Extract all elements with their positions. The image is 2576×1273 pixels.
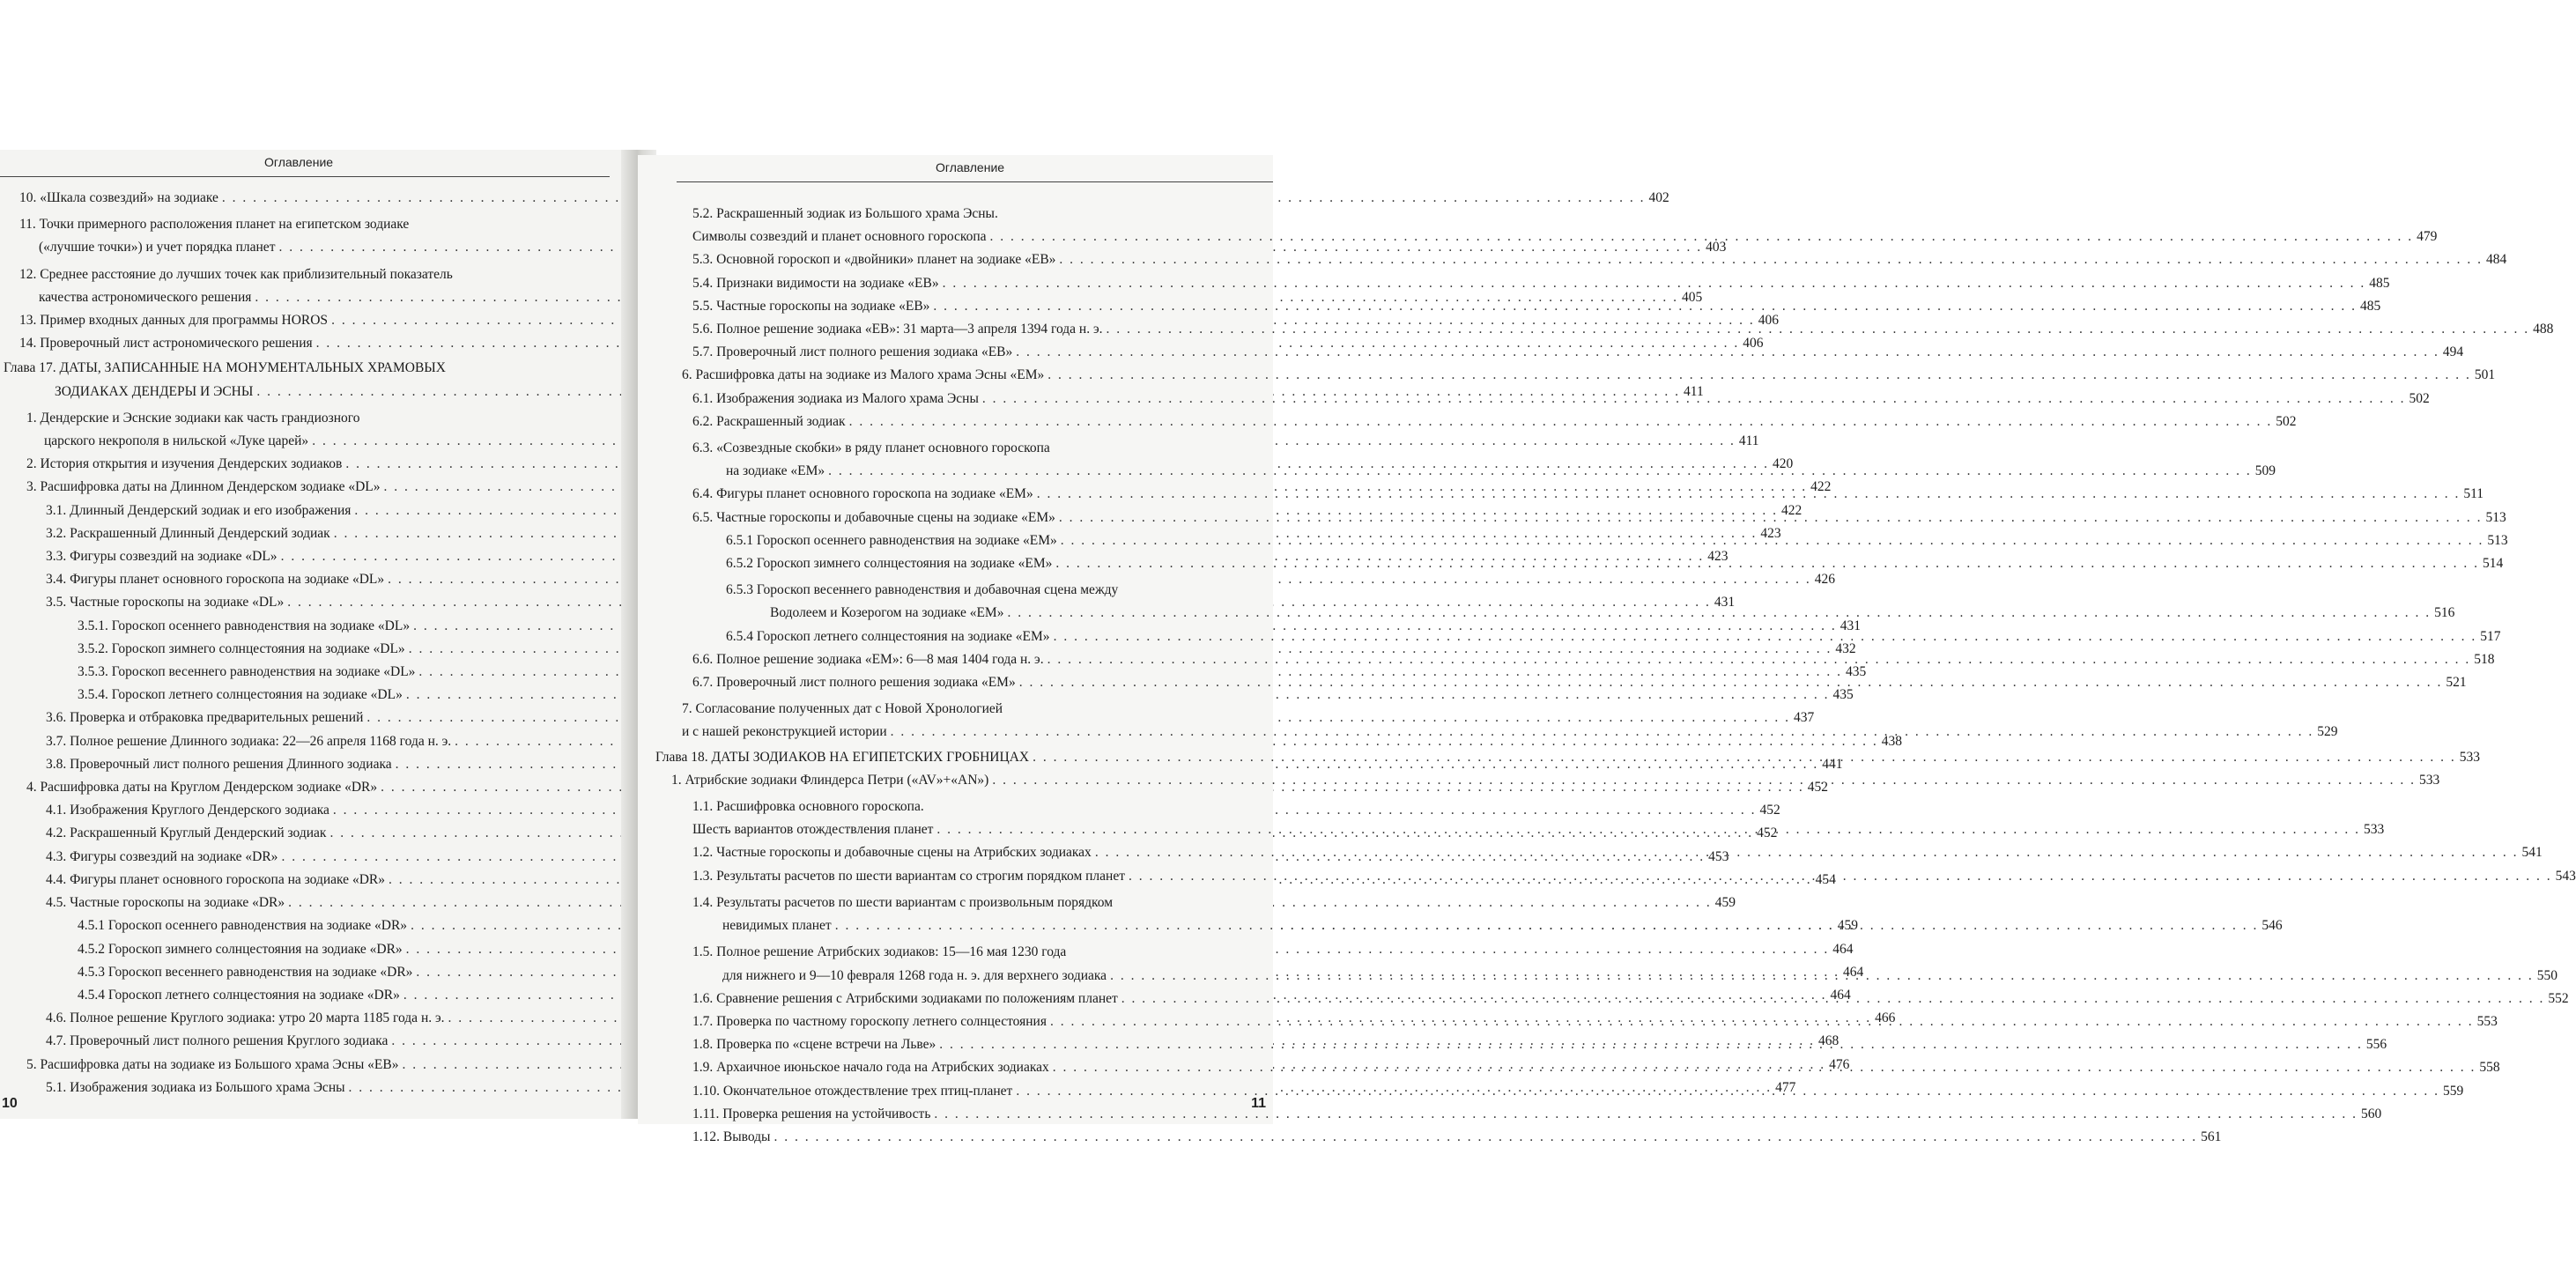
toc-entry-title: 3.8. Проверочный лист полного решения Длинного зодиака (46, 756, 392, 772)
toc-entry-row (19, 187, 1669, 210)
toc-entry-title: 3.5.4. Гороскоп летнего солнцестояния на зодиаке «DL» (78, 687, 403, 703)
toc-entry-title: 4.5.3 Гороскоп весеннего равноденствия на зодиаке «DR» (78, 964, 413, 980)
toc-page-number: 550 (2536, 967, 2557, 983)
toc-entry-title: 3. Расшифровка даты на Длинном Дендерском зодиаке «DL» (26, 479, 381, 495)
toc-entry-line: 1. Дендерские и Эснские зодиаки как часть грандиозного (26, 410, 360, 426)
toc-page-number: 516 (2434, 605, 2455, 621)
toc-entry-line: 7. Согласование полученных дат с Новой Хронологией (682, 701, 1003, 717)
header-rule (677, 181, 1273, 182)
toc-page-number: 517 (2480, 628, 2501, 644)
dot-leader (1054, 625, 2477, 648)
toc-page-number: 459 (1837, 918, 1858, 934)
dot-leader (835, 914, 2259, 937)
toc-entry-title: 10. «Шкала созвездий» на зодиаке (19, 190, 218, 205)
toc-page-number: 529 (2317, 724, 2338, 740)
toc-entry-title: 4.4. Фигуры планет основного гороскопа на зодиаке «DR» (46, 871, 385, 887)
toc-page-number: 541 (2521, 845, 2543, 861)
page-number: 10 (2, 1096, 18, 1111)
toc-entry-title: 6.5.2 Гороскоп зимнего солнцестояния на зодиаке «ЕМ» (726, 556, 1053, 572)
toc-entry-title: 4. Расшифровка даты на Круглом Дендерском зодиаке «DR» (26, 780, 378, 796)
toc-page-number: 435 (1832, 687, 1854, 703)
dot-leader (982, 388, 2406, 411)
toc-entry-title: 5.4. Признаки видимости на зодиаке «ЕВ» (692, 275, 939, 291)
dot-leader (1106, 318, 2529, 341)
toc-entry-title: 5.5. Частные гороскопы на зодиаке «ЕВ» (692, 298, 930, 314)
toc-page-number: 453 (1708, 848, 1729, 864)
toc-entry-title: 5.7. Проверочный лист полного решения зодиака «ЕВ» (692, 344, 1013, 360)
toc-page-number: 513 (2485, 509, 2506, 525)
toc-page-number: 559 (2442, 1083, 2464, 1099)
toc-entry-title: 6.1. Изображения зодиака из Малого храма Эсны (692, 390, 979, 406)
toc-page-number: 502 (2409, 390, 2430, 406)
toc-entry-title: 1.2. Частные гороскопы и добавочные сцены на Атрибских зодиаках (692, 845, 1092, 861)
toc-entry (682, 411, 2297, 433)
toc-page-number: 411 (1684, 383, 1704, 399)
toc-page-number: 509 (2254, 463, 2276, 479)
dot-leader (1061, 529, 2484, 552)
toc-page-number: 468 (1818, 1033, 1839, 1049)
toc-entry-title: 1.6. Сравнение решения с Атрибскими зодиаками по положениям планет (692, 990, 1118, 1006)
toc-entry-title: 1.10. Окончательное отождествление трех птиц-планет (692, 1083, 1013, 1099)
toc-entry (682, 248, 2507, 271)
dot-leader (849, 411, 2273, 433)
toc-entry-title: 5.6. Полное решение зодиака «ЕВ»: 31 марта—3 апреля 1394 года н. э. (692, 322, 1103, 337)
toc-page-number: 514 (2483, 556, 2504, 572)
toc-entry (682, 272, 2390, 295)
toc-entry-title: 1.11. Проверка решения на устойчивость (692, 1106, 931, 1121)
dot-leader (1095, 841, 2519, 864)
toc-entry-row (78, 684, 1854, 707)
toc-page-number: 454 (1815, 871, 1836, 887)
toc-page-number: 466 (1875, 1010, 1896, 1026)
toc-entry-title: 13. Пример входных данных для программы HOROS (19, 313, 329, 329)
toc-entry-row (692, 1103, 2382, 1126)
toc-entry-title: 2. История открытия и изучения Дендерских зодиаков (26, 456, 343, 472)
toc-entry-row (682, 364, 2496, 387)
toc-entry-title: 4.5.4 Гороскоп летнего солнцестояния на зодиаке «DR» (78, 987, 400, 1003)
toc-page-number: 432 (1835, 640, 1856, 656)
dot-leader (1059, 507, 2483, 529)
toc-page-number: 406 (1743, 336, 1764, 352)
toc-page-number: 411 (1738, 433, 1759, 449)
toc-page-number: 560 (2361, 1106, 2382, 1121)
toc-entry-line: 1.5. Полное решение Атрибских зодиаков: 15—16 мая 1230 года (692, 944, 1067, 960)
toc-entry-row (692, 272, 2390, 295)
toc-entry-line: 6.3. «Созвездные скобки» в ряду планет основного гороскопа (692, 440, 1050, 456)
toc-page-number: 511 (2463, 486, 2484, 502)
dot-leader (1121, 988, 2545, 1010)
toc-entry-title: 6.2. Раскрашенный зодиак (692, 413, 846, 429)
toc-entry (682, 1103, 2382, 1126)
toc-page-number: 485 (2360, 298, 2381, 314)
toc-entry-title: 5.1. Изображения зодиака из Большого храма Эсны (46, 1079, 345, 1095)
toc-entry-title: 3.5.1. Гороскоп осеннего равноденствия на зодиаке «DL» (78, 618, 411, 633)
toc-entry-title: 1.8. Проверка по «сцене встречи на Льве» (692, 1037, 936, 1053)
toc-page-number: 543 (2555, 868, 2576, 884)
header-rule (0, 176, 610, 177)
toc-page-number: 459 (1714, 895, 1736, 911)
dot-leader (1047, 648, 2471, 671)
toc-page-number: 406 (1758, 313, 1779, 329)
toc-page-number: 479 (2417, 229, 2438, 245)
toc-entry-title: 5.3. Основной гороскоп и «двойники» планет на зодиаке «ЕВ» (692, 252, 1056, 268)
toc-entry-title: 1.12. Выводы (692, 1129, 771, 1144)
page-number: 11 (1251, 1096, 1266, 1111)
toc-page-number: 452 (1759, 803, 1780, 818)
toc-entry-title: 3.5. Частные гороскопы на зодиаке «DL» (46, 595, 285, 611)
dot-leader (1053, 1056, 2476, 1079)
toc-page-number: 521 (2446, 675, 2467, 691)
toc-entry-title: 3.6. Проверка и отбраковка предварительных решений (46, 710, 364, 726)
toc-entry-title: 6.5. Частные гороскопы и добавочные сцены на зодиаке «ЕМ» (692, 509, 1055, 525)
toc-page-number: 435 (1846, 664, 1867, 680)
dot-leader (828, 460, 2252, 483)
toc-page-number: 552 (2548, 990, 2569, 1006)
toc-page-number: 518 (2474, 651, 2495, 667)
toc-page-number: 431 (1839, 618, 1861, 633)
dot-leader (774, 1126, 2197, 1149)
toc-page-number: 423 (1707, 549, 1728, 565)
toc-entry-line: 1.1. Расшифровка основного гороскопа. (692, 799, 924, 815)
toc-page-number: 464 (1843, 964, 1864, 980)
toc-entry-title: для нижнего и 9—10 февраля 1268 года н. э. для верхнего зодиака (722, 967, 1107, 983)
toc-entry-title: 4.6. Полное решение Круглого зодиака: утро 20 марта 1185 года н. э. (46, 1010, 445, 1026)
dot-leader (992, 769, 2416, 792)
toc-entry (682, 364, 2496, 387)
toc-entry-title: 3.1. Длинный Дендерский зодиак и его изображения (46, 502, 352, 518)
toc-page-number: 546 (2261, 918, 2283, 934)
toc-entry-title: 3.5.2. Гороскоп зимнего солнцестояния на зодиаке «DL» (78, 640, 405, 656)
toc-entry-line: 11. Точки примерного расположения планет на египетском зодиаке (19, 217, 410, 233)
toc-page-number: 422 (1810, 479, 1832, 495)
toc-page-number: 533 (2459, 749, 2480, 765)
toc-entry-title: 3.7. Полное решение Длинного зодиака: 22—26 апреля 1168 года н. э. (46, 733, 452, 749)
toc-entry-title: 3.2. Раскрашенный Длинный Дендерский зодиак (46, 525, 330, 541)
toc-page-number: 488 (2533, 322, 2554, 337)
toc-entry-title: 4.2. Раскрашенный Круглый Дендерский зодиак (46, 825, 327, 841)
toc-page-number: 423 (1760, 525, 1781, 541)
toc-entry-title: Водолеем и Козерогом на зодиаке «ЕМ» (770, 605, 1004, 621)
toc-page-number: 533 (2418, 772, 2440, 788)
dot-leader (939, 1033, 2363, 1056)
toc-entry-row (692, 248, 2507, 271)
toc-page-number: 477 (1775, 1079, 1796, 1095)
toc-entry-title: 4.5. Частные гороскопы на зодиаке «DR» (46, 895, 285, 911)
dot-leader (1007, 602, 2431, 625)
toc-entry (4, 187, 1669, 210)
dot-leader (1016, 341, 2439, 364)
toc-page-number: 431 (1714, 595, 1736, 611)
toc-entry-title: качества астрономического решения (39, 289, 252, 305)
toc-entry-title: Символы созвездий и планет основного гороскопа (692, 229, 987, 245)
running-head: Оглавление (264, 155, 334, 169)
toc-entry-line: 5.2. Раскрашенный зодиак из Большого храма Эсны. (692, 206, 998, 221)
toc-page-number: 464 (1832, 941, 1854, 957)
toc-entry-line: 6.5.3 Гороскоп весеннего равноденствия и добавочная сцена между (726, 582, 1119, 598)
toc-entry-title: и с нашей реконструкцией истории (682, 724, 887, 740)
toc-entry-title: 3.5.3. Гороскоп весеннего равноденствия на зодиаке «DL» (78, 664, 416, 680)
toc-entry-title: 1.7. Проверка по частному гороскопу летнего солнцестояния (692, 1013, 1047, 1029)
toc-entry-line: Глава 17. ДАТЫ, ЗАПИСАННЫЕ НА МОНУМЕНТАЛЬНЫХ ХРАМОВЫХ (4, 360, 447, 376)
dot-leader (1129, 865, 2552, 888)
dot-leader (1037, 483, 2461, 506)
running-head: Оглавление (936, 160, 1005, 174)
toc-entry-title: («лучшие точки») и учет порядка планет (39, 240, 276, 255)
dot-leader (990, 226, 2414, 248)
toc-page-number: 494 (2442, 344, 2464, 360)
toc-entry-title: 1.9. Архаичное июньское начало года на Атрибских зодиаках (692, 1060, 1049, 1076)
toc-page-number: 438 (1881, 733, 1903, 749)
toc-entry-title: Глава 18. ДАТЫ ЗОДИАКОВ НА ЕГИПЕТСКИХ ГРОБНИЦАХ (655, 749, 1030, 765)
toc-entry-title: Шесть вариантов отождествления планет (692, 822, 934, 838)
toc-page-number: 558 (2479, 1060, 2500, 1076)
toc-entry-title: 14. Проверочный лист астрономического решения (19, 336, 313, 352)
toc-page-number: 452 (1807, 780, 1828, 796)
toc-entry-title: 6.7. Проверочный лист полного решения зодиака «ЕМ» (692, 675, 1016, 691)
toc-entry-title: 4.5.1 Гороскоп осеннего равноденствия на зодиаке «DR» (78, 918, 408, 934)
toc-entry-title: 1. Атрибские зодиаки Флиндерса Петри («AV»+«AN») (671, 772, 989, 788)
toc-page-number: 502 (2276, 413, 2297, 429)
toc-page-number: 464 (1830, 987, 1851, 1003)
dot-leader (936, 818, 2360, 841)
toc-entry-title: невидимых планет (722, 918, 832, 934)
toc-entry-line: 1.4. Результаты расчетов по шести вариантам с произвольным порядком (692, 894, 1114, 910)
toc-entry-line: 12. Среднее расстояние до лучших точек как приблизительный показатель (19, 266, 453, 282)
toc-entry (682, 1126, 2222, 1149)
toc-entry-title: 4.5.2 Гороскоп зимнего солнцестояния на зодиаке «DR» (78, 941, 403, 957)
toc-entry-title: 6. Расшифровка даты на зодиаке из Малого храма Эсны «ЕМ» (682, 367, 1045, 383)
toc-entry-title: царского некрополя в нильской «Луке царей» (44, 433, 309, 449)
toc-entry-title: 6.5.4 Гороскоп летнего солнцестояния на зодиаке «ЕМ» (726, 628, 1050, 644)
toc-entry (4, 684, 1854, 707)
toc-entry-title: 4.1. Изображения Круглого Дендерского зодиака (46, 803, 329, 818)
toc-page-number: 556 (2365, 1037, 2387, 1053)
toc-page-number: 452 (1757, 825, 1778, 841)
toc-page-number: 513 (2487, 532, 2508, 548)
dot-leader (943, 272, 2366, 295)
toc-entry-title: 6.5.1 Гороскоп осеннего равноденствия на зодиаке «ЕМ» (726, 532, 1057, 548)
dot-leader (933, 295, 2357, 318)
toc-page-number: 501 (2474, 367, 2496, 383)
toc-entry-row (692, 1126, 2222, 1149)
dot-leader (891, 721, 2314, 744)
toc-page-number: 476 (1829, 1056, 1850, 1072)
toc-entry-title: 5. Расшифровка даты на зодиаке из Большого храма Эсны «ЕВ» (26, 1056, 399, 1072)
toc-page-number: 403 (1706, 240, 1727, 255)
toc-page-number: 437 (1794, 710, 1815, 726)
dot-leader (934, 1103, 2358, 1126)
toc-entry-title: 6.6. Полное решение зодиака «ЕМ»: 6—8 мая 1404 года н. э. (692, 651, 1044, 667)
toc-entry-title: 3.4. Фигуры планет основного гороскопа на зодиаке «DL» (46, 572, 385, 588)
toc-entry-title: 6.4. Фигуры планет основного гороскопа на зодиаке «ЕМ» (692, 486, 1033, 502)
dot-leader (1055, 552, 2479, 575)
toc-page-number: 405 (1682, 289, 1703, 305)
toc-page-number: 402 (1648, 190, 1669, 205)
toc-entry-row (692, 411, 2297, 433)
dot-leader (1047, 364, 2471, 387)
toc-page-number: 441 (1822, 756, 1843, 772)
dot-leader (1050, 1010, 2474, 1033)
toc-page-number: 422 (1781, 502, 1802, 518)
toc-page-number: 420 (1772, 456, 1794, 472)
dot-leader (1059, 248, 2483, 271)
toc-entry-title: 4.3. Фигуры созвездий на зодиаке «DR» (46, 848, 278, 864)
toc-page-number: 484 (2486, 252, 2507, 268)
toc-entry-title: 1.3. Результаты расчетов по шести вариантам со строгим порядком планет (692, 868, 1125, 884)
toc-entry-title: ЗОДИАКАХ ДЕНДЕРЫ И ЭСНЫ (55, 383, 254, 399)
toc-page-number: 485 (2369, 275, 2390, 291)
toc-page-number: 533 (2364, 822, 2385, 838)
toc-entry-title: 3.3. Фигуры созвездий на зодиаке «DL» (46, 549, 278, 565)
dot-leader (1110, 965, 2534, 988)
toc-page-number: 561 (2201, 1129, 2222, 1144)
toc-page-number: 553 (2476, 1013, 2498, 1029)
dot-leader (1033, 746, 2456, 769)
toc-entry-title: на зодиаке «ЕМ» (726, 463, 825, 479)
dot-leader (1019, 671, 2443, 694)
toc-entry-title: 4.7. Проверочный лист полного решения Круглого зодиака (46, 1033, 389, 1049)
dot-leader (1016, 1080, 2439, 1103)
toc-page-number: 426 (1814, 572, 1835, 588)
